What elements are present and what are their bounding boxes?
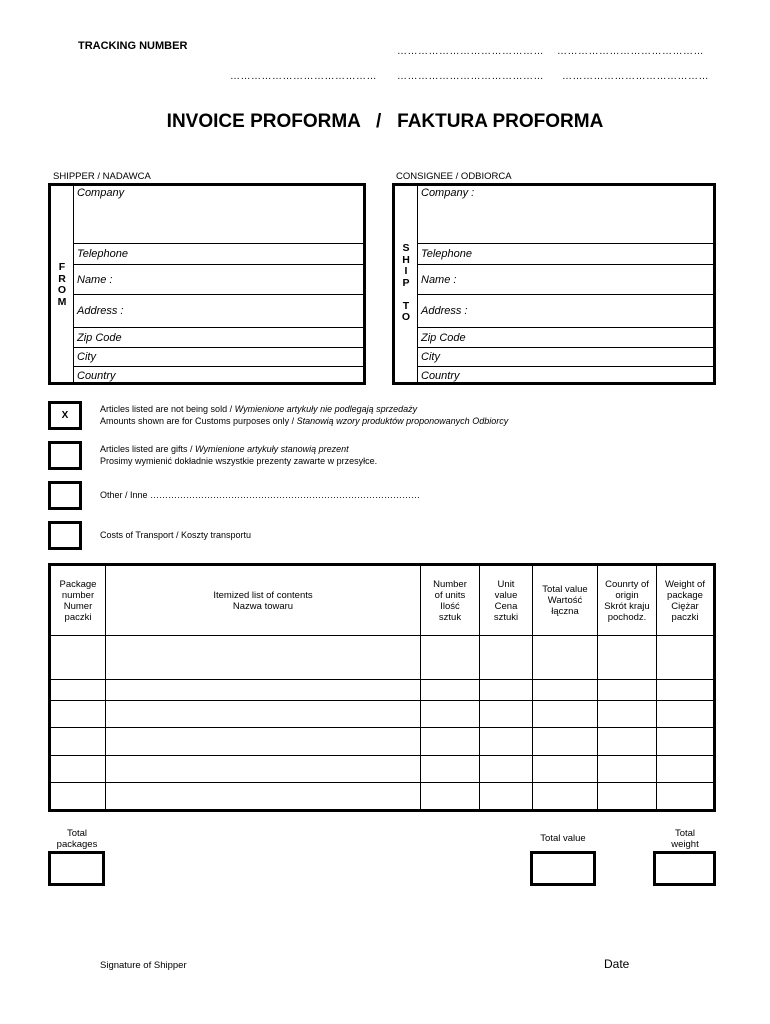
table-cell[interactable] <box>598 636 657 680</box>
table-cell[interactable] <box>657 701 715 728</box>
table-cell[interactable] <box>50 756 106 783</box>
shipper-address-field[interactable]: Address : <box>74 295 363 328</box>
total-packages-label: Total packages <box>56 828 98 850</box>
table-cell[interactable] <box>421 701 480 728</box>
consignee-telephone-field[interactable]: Telephone <box>418 244 713 265</box>
table-cell[interactable] <box>106 783 421 811</box>
tracking-number-line[interactable]: …………………………………… <box>557 46 704 57</box>
items-table <box>48 563 716 812</box>
consignee-box <box>392 183 716 385</box>
table-cell[interactable] <box>533 636 598 680</box>
consignee-zip-field[interactable]: Zip Code <box>418 328 713 348</box>
total-weight-label: Total weight <box>671 828 699 850</box>
table-cell[interactable] <box>421 756 480 783</box>
tracking-number-line[interactable]: …………………………………… <box>562 71 709 82</box>
header-weight: Weight of package Ciężar paczki <box>657 565 715 636</box>
table-cell[interactable] <box>421 728 480 756</box>
table-cell[interactable] <box>106 728 421 756</box>
header-total-value: Total value Wartość łączna <box>533 565 598 636</box>
tracking-number-line[interactable]: …………………………………… <box>230 71 377 82</box>
table-cell[interactable] <box>480 680 533 701</box>
table-cell[interactable] <box>533 756 598 783</box>
total-weight-box[interactable] <box>653 851 716 886</box>
page-title: INVOICE PROFORMA / FAKTURA PROFORMA <box>166 111 604 132</box>
table-cell[interactable] <box>106 701 421 728</box>
shipper-company-field[interactable]: Company <box>74 186 363 244</box>
other-checkbox[interactable] <box>48 481 82 510</box>
table-cell[interactable] <box>657 680 715 701</box>
table-cell[interactable] <box>598 680 657 701</box>
table-cell[interactable] <box>106 680 421 701</box>
signature-label: Signature of Shipper <box>100 960 187 971</box>
shipper-name-field[interactable]: Name : <box>74 265 363 295</box>
table-cell[interactable] <box>657 756 715 783</box>
other-option-text: Other / Inne ……………………………………………………………………………… <box>100 490 421 500</box>
table-cell[interactable] <box>598 701 657 728</box>
table-cell[interactable] <box>598 756 657 783</box>
header-unit-value: Unit value Cena sztuki <box>480 565 533 636</box>
tracking-number-label: TRACKING NUMBER <box>78 40 188 52</box>
table-row <box>50 728 715 756</box>
header-contents: Itemized list of contents Nazwa towaru <box>106 565 421 636</box>
table-row <box>50 701 715 728</box>
consignee-label: CONSIGNEE / ODBIORCA <box>396 171 512 182</box>
total-packages-box[interactable] <box>48 851 105 886</box>
table-row <box>50 783 715 811</box>
table-cell[interactable] <box>50 728 106 756</box>
not-sold-checkbox[interactable] <box>48 401 82 430</box>
table-cell[interactable] <box>657 783 715 811</box>
table-cell[interactable] <box>533 680 598 701</box>
tracking-number-line[interactable]: …………………………………… <box>397 71 544 82</box>
tracking-number-line[interactable]: …………………………………… <box>397 46 544 57</box>
consignee-address-field[interactable]: Address : <box>418 295 713 328</box>
table-cell[interactable] <box>421 783 480 811</box>
consignee-country-field[interactable]: Country <box>421 370 460 382</box>
date-label: Date <box>604 957 630 971</box>
shipper-telephone-field[interactable]: Telephone <box>74 244 363 265</box>
total-value-label: Total value <box>540 833 586 844</box>
table-cell[interactable] <box>533 701 598 728</box>
table-cell[interactable] <box>480 701 533 728</box>
table-cell[interactable] <box>480 636 533 680</box>
checkbox-mark: X <box>61 410 69 421</box>
shipper-label: SHIPPER / NADAWCA <box>53 171 151 182</box>
table-cell[interactable] <box>533 783 598 811</box>
consignee-company-field[interactable]: Company : <box>418 186 713 244</box>
table-cell[interactable] <box>50 680 106 701</box>
table-cell[interactable] <box>106 756 421 783</box>
table-cell[interactable] <box>50 783 106 811</box>
table-cell[interactable] <box>421 636 480 680</box>
table-cell[interactable] <box>480 728 533 756</box>
table-cell[interactable] <box>106 636 421 680</box>
table-row <box>50 636 715 680</box>
table-cell[interactable] <box>480 756 533 783</box>
consignee-vertical-label: S H I P T O <box>401 242 411 323</box>
gifts-option-text: Articles listed are gifts / Wymienione artykuły stanowią prezent Prosimy wymienić dokładnie wszystkie prezenty zawarte w przesyłce. <box>100 444 378 466</box>
consignee-city-field[interactable]: City <box>418 348 713 367</box>
table-cell[interactable] <box>598 783 657 811</box>
header-package-number: Package number Numer paczki <box>50 565 106 636</box>
consignee-name-field[interactable]: Name : <box>418 265 713 295</box>
gifts-checkbox[interactable] <box>48 441 82 470</box>
header-country-origin: Counrty of origin Skrót kraju pochodz. <box>598 565 657 636</box>
table-row <box>50 756 715 783</box>
shipper-zip-field[interactable]: Zip Code <box>74 328 363 348</box>
table-cell[interactable] <box>598 728 657 756</box>
table-cell[interactable] <box>50 701 106 728</box>
table-cell[interactable] <box>50 636 106 680</box>
table-cell[interactable] <box>421 680 480 701</box>
table-cell[interactable] <box>657 728 715 756</box>
table-header-row <box>50 565 715 636</box>
shipper-country-field[interactable]: Country <box>77 370 116 382</box>
table-row <box>50 680 715 701</box>
table-cell[interactable] <box>480 783 533 811</box>
transport-costs-option-text: Costs of Transport / Koszty transportu <box>100 530 252 540</box>
total-value-box[interactable] <box>530 851 596 886</box>
table-cell[interactable] <box>533 728 598 756</box>
shipper-city-field[interactable]: City <box>74 348 363 367</box>
not-sold-option-text: Articles listed are not being sold / Wymienione artykuły nie podlegają sprzedaży Amounts shown are for Customs purposes only / Stanowią wzory produktów proponowanych Odbiorcy <box>100 404 509 426</box>
shipper-vertical-label: F R O M <box>57 261 67 308</box>
header-units: Number of units Ilość sztuk <box>421 565 480 636</box>
shipper-box <box>48 183 366 385</box>
table-cell[interactable] <box>657 636 715 680</box>
transport-costs-checkbox[interactable] <box>48 521 82 550</box>
